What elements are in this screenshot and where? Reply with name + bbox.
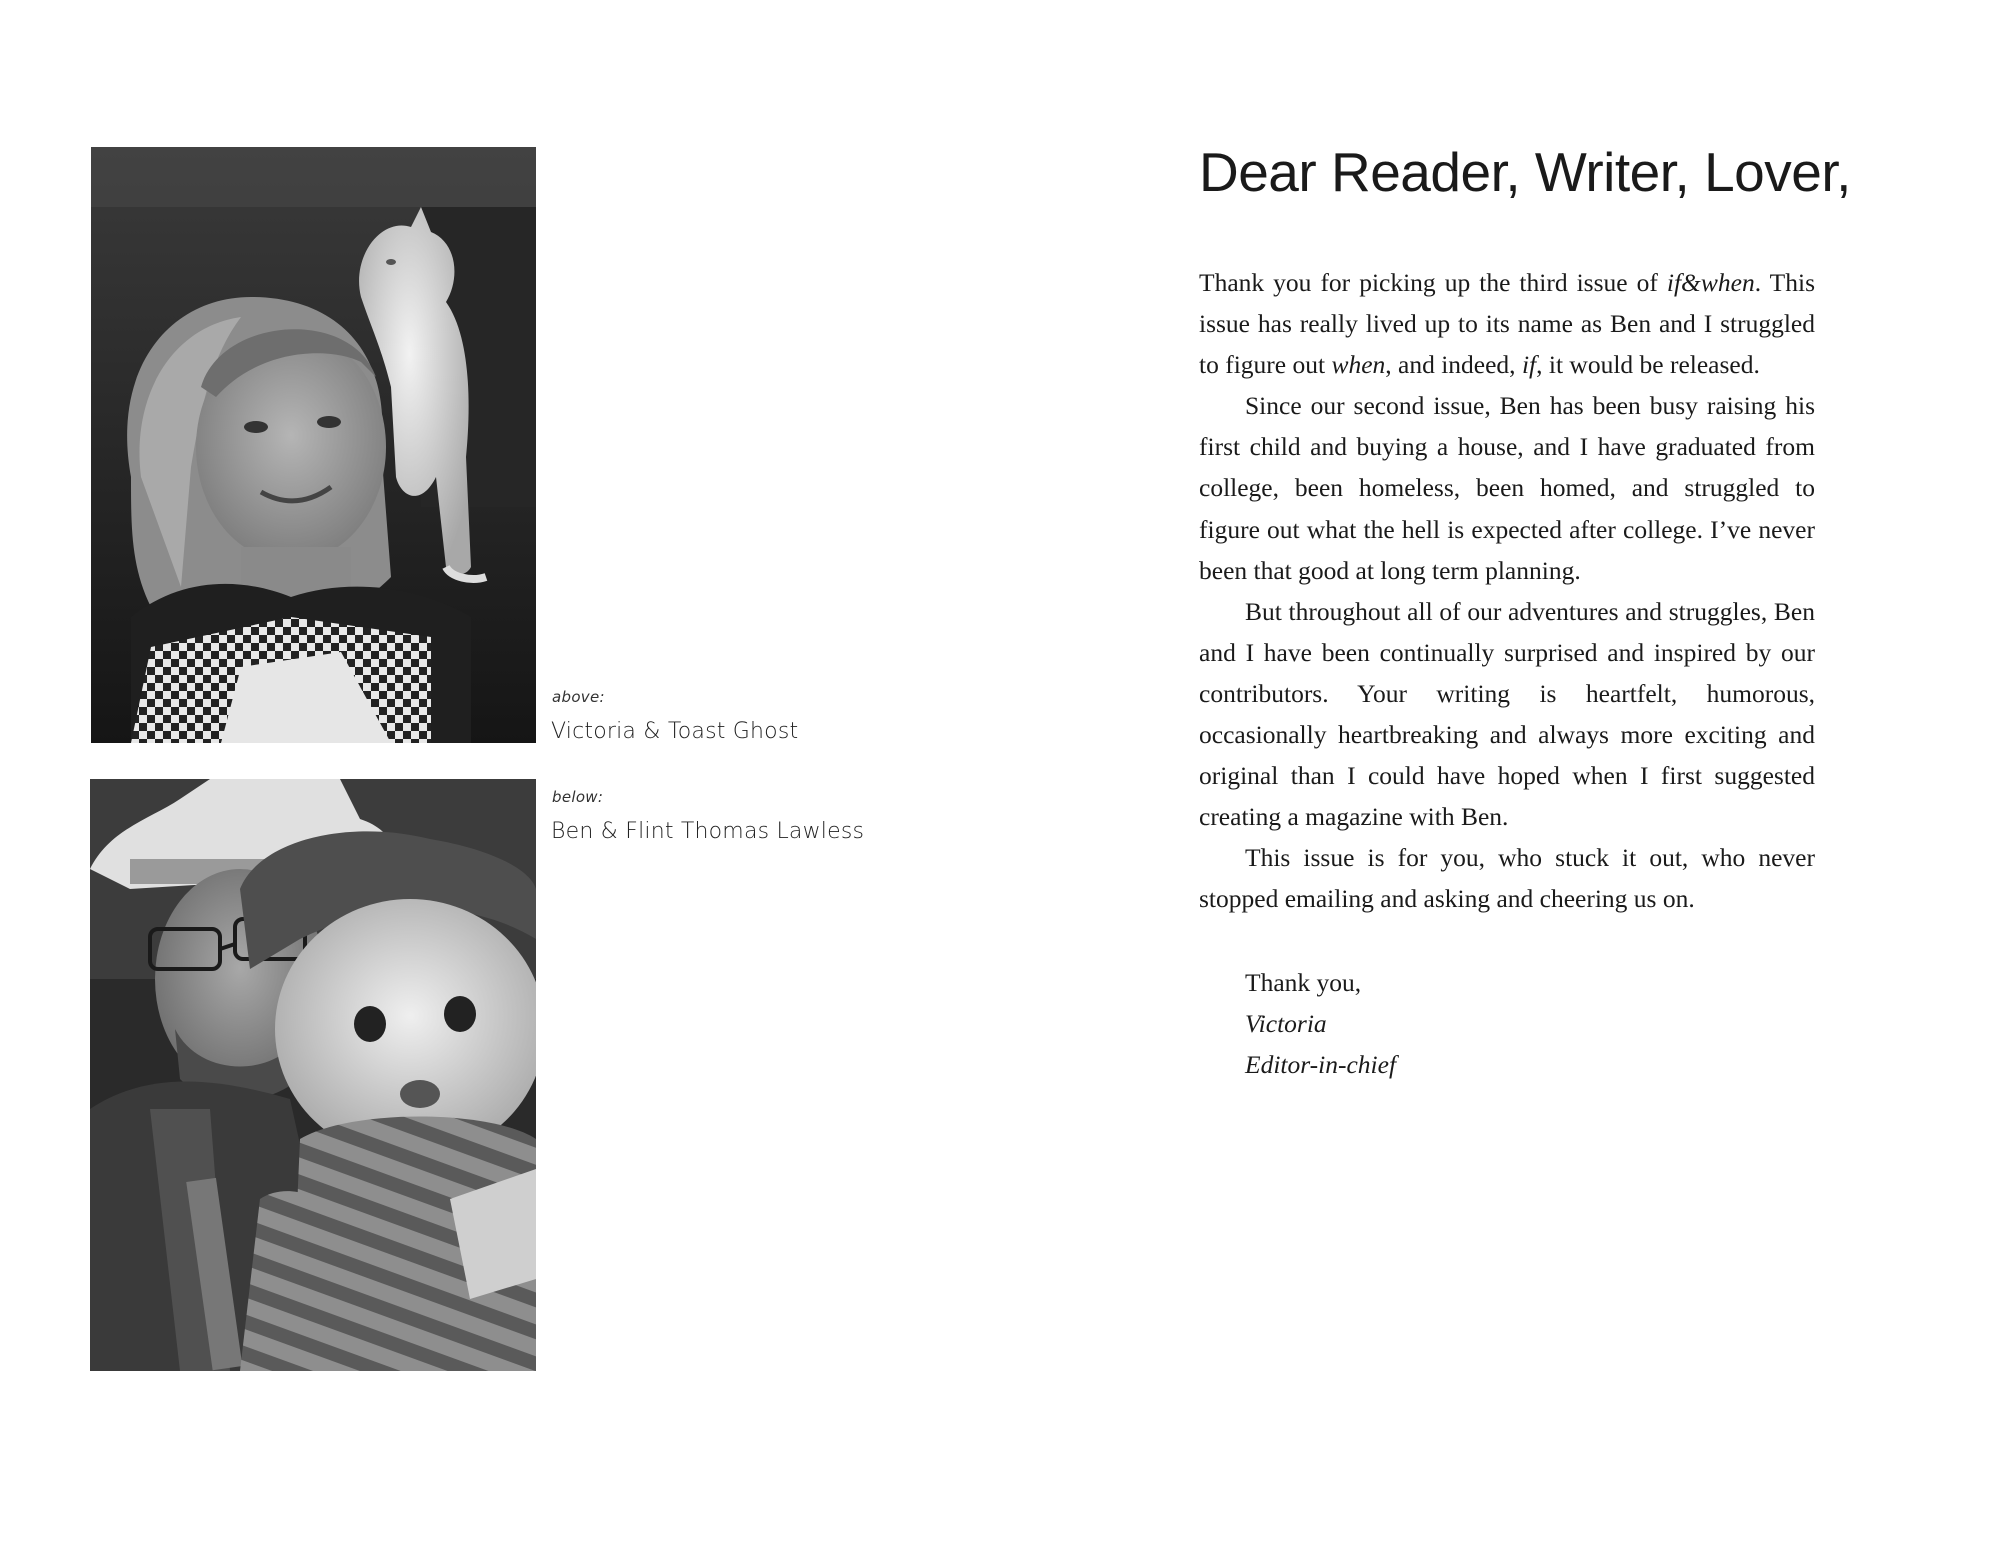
p1-text-c: . This issue has really lived up to its name as Ben and I struggled to figure out <box>1199 268 1816 380</box>
p1-magazine-name: if&when <box>1666 268 1755 297</box>
letter-paragraph-2: Since our second issue, Ben has been busy raising his first child and buying a house, and I have graduated from college, been homeless, been homed, and struggled to figure out what the hell is expected after college. I’ve never been that good at long term planning. <box>1199 391 1815 585</box>
signature-role: Editor-in-chief <box>1245 1050 1397 1080</box>
caption-above-name: Victoria & Toast Ghost <box>551 719 799 744</box>
closing-line: Thank you, <box>1245 968 1362 997</box>
p1-text-a: Thank you for picking up the third issue of <box>1199 268 1667 297</box>
p1-text-g: , it would be released. <box>1536 350 1760 380</box>
p1-text-e: , and indeed, <box>1385 350 1522 380</box>
photo-ben-illustration <box>90 779 536 1371</box>
letter-paragraph-4: This issue is for you, who stuck it out, who never stopped emailing and asking and cheering us on. <box>1199 843 1815 914</box>
letter-signoff <box>1245 962 1396 1085</box>
caption-above-label: above: <box>552 688 605 706</box>
photo-victoria-illustration <box>91 147 536 743</box>
letter-paragraph-3: But throughout all of our adventures and struggles, Ben and I have been continually surprised and inspired by our contributors. Your writing is heartfelt, humorous, occasionally heartbreaking and always more exciting and original than I could have hoped when I first suggested creating a magazine with Ben. <box>1199 596 1815 832</box>
letter-paragraph-1 <box>1199 262 1815 385</box>
letter-body <box>1199 262 1815 920</box>
caption-below-name: Ben & Flint Thomas Lawless <box>551 819 865 844</box>
letter-title: Dear Reader, Writer, Lover, <box>1199 141 1851 203</box>
caption-below-label: below: <box>552 788 604 806</box>
signature-name: Victoria <box>1245 1009 1327 1039</box>
photo-victoria-and-cat <box>91 147 536 743</box>
p1-when: when <box>1331 350 1386 380</box>
p1-if: if <box>1521 350 1537 380</box>
photo-ben-and-baby <box>90 779 536 1371</box>
